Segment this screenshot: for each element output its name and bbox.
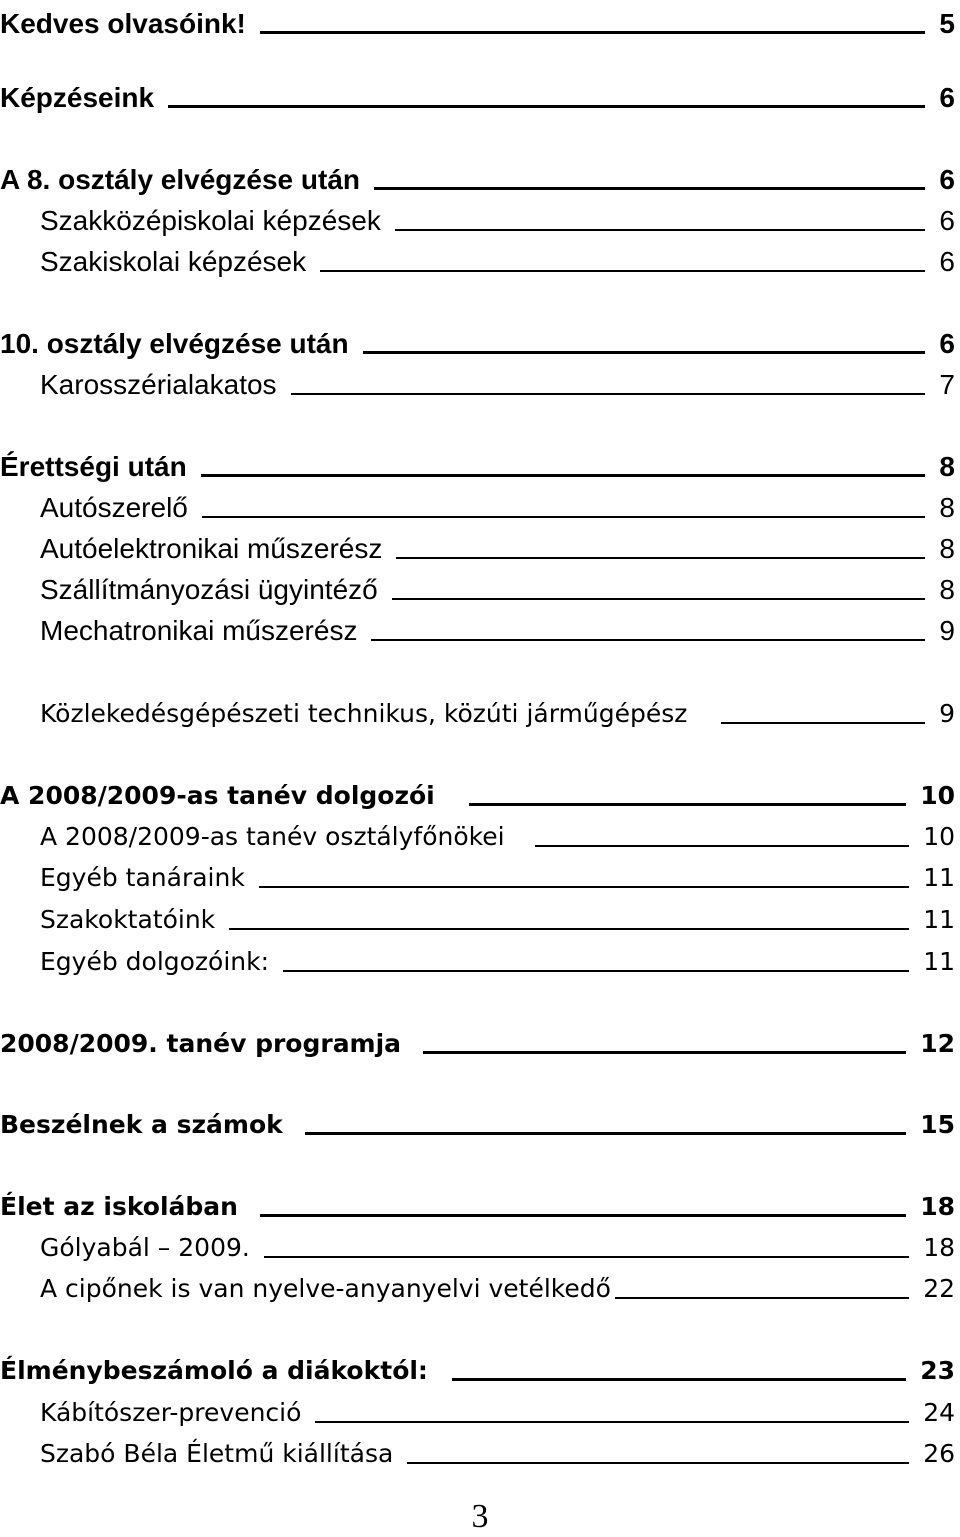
toc-entry-title: Élet az iskolában bbox=[0, 1192, 238, 1221]
toc-entry-page: 6 bbox=[939, 82, 955, 113]
toc-entry bbox=[40, 938, 955, 978]
toc-entry-page: 11 bbox=[923, 905, 955, 934]
toc-entry bbox=[0, 1101, 955, 1141]
toc-leader-line bbox=[259, 886, 909, 888]
toc-entry bbox=[0, 1183, 955, 1223]
toc-entry bbox=[0, 443, 955, 483]
toc-entry bbox=[40, 238, 955, 278]
toc-leader-line bbox=[229, 928, 909, 930]
toc-entry-title: Szállítmányozási ügyintéző bbox=[40, 574, 378, 605]
toc-entry bbox=[40, 896, 955, 936]
toc-entry bbox=[40, 813, 955, 853]
toc-entry-page: 18 bbox=[920, 1192, 955, 1221]
toc-entry-title: 2008/2009. tanév programja bbox=[0, 1029, 402, 1058]
toc-entry bbox=[40, 607, 955, 647]
toc-leader-line bbox=[535, 845, 910, 847]
toc-entry-title: Egyéb tanáraink bbox=[40, 863, 245, 892]
toc-entry-page: 10 bbox=[920, 781, 955, 810]
toc-entry-page: 8 bbox=[939, 574, 955, 605]
toc-entry-title: Kábítószer-prevenció bbox=[40, 1398, 302, 1427]
toc-leader-line bbox=[202, 516, 926, 518]
toc-entry-page: 8 bbox=[939, 492, 955, 523]
toc-entry bbox=[40, 690, 955, 730]
toc-entry bbox=[40, 854, 955, 894]
toc-leader-line bbox=[407, 1462, 909, 1464]
toc-entry-page: 23 bbox=[920, 1356, 955, 1385]
toc-entry-title: A 2008/2009-as tanév osztályfőnökei bbox=[40, 822, 505, 851]
toc-leader-line bbox=[423, 1051, 906, 1054]
toc-entry bbox=[40, 566, 955, 606]
toc-entry-page: 7 bbox=[939, 369, 955, 400]
toc-entry-title: Képzéseink bbox=[0, 82, 155, 113]
toc-entry-page: 26 bbox=[923, 1439, 955, 1468]
toc-entry-title: Szakoktatóink bbox=[40, 905, 216, 934]
toc-entry-title: Autóelektronikai műszerész bbox=[40, 533, 383, 564]
toc-entry bbox=[0, 1347, 955, 1387]
toc-leader-line bbox=[320, 270, 925, 272]
toc-entry-title: Egyéb dolgozóink: bbox=[40, 947, 270, 976]
toc-leader-line bbox=[260, 1214, 906, 1217]
toc-leader-line bbox=[469, 803, 906, 806]
toc-entry-title: Karosszérialakatos bbox=[40, 369, 277, 400]
toc-leader-line bbox=[291, 393, 926, 395]
toc-entry-page: 18 bbox=[923, 1233, 955, 1262]
toc-leader-line bbox=[363, 351, 926, 354]
toc-leader-line bbox=[396, 557, 925, 559]
toc-entry-title: Szakiskolai képzések bbox=[40, 246, 307, 277]
toc-entry-page: 12 bbox=[920, 1029, 955, 1058]
toc-entry-page: 9 bbox=[939, 699, 955, 728]
toc-entry-page: 6 bbox=[939, 205, 955, 236]
toc-entry-page: 10 bbox=[923, 822, 955, 851]
toc-entry-page: 5 bbox=[939, 8, 955, 39]
toc-leader-line bbox=[721, 722, 925, 724]
toc-entry-page: 15 bbox=[920, 1110, 955, 1139]
toc-entry bbox=[40, 1265, 955, 1305]
toc-entry-page: 8 bbox=[939, 451, 955, 482]
toc-entry-page: 22 bbox=[923, 1274, 955, 1303]
toc-entry-title: Közlekedésgépészeti technikus, közúti járműgépész bbox=[40, 699, 688, 728]
toc-leader-line bbox=[260, 31, 926, 34]
toc-leader-line bbox=[392, 598, 926, 600]
toc-entry bbox=[0, 0, 955, 40]
toc-leader-line bbox=[395, 229, 926, 231]
toc-entry bbox=[40, 361, 955, 401]
toc-leader-line bbox=[201, 474, 926, 477]
toc-entry-title: Érettségi után bbox=[0, 451, 187, 482]
toc-entry-title: Szabó Béla Életmű kiállítása bbox=[40, 1439, 394, 1468]
toc-leader-line bbox=[371, 639, 925, 641]
toc-entry-title: Beszélnek a számok bbox=[0, 1110, 283, 1139]
toc-leader-line bbox=[452, 1378, 906, 1381]
toc-entry bbox=[0, 156, 955, 196]
toc-entry bbox=[40, 1389, 955, 1429]
toc-entry-title: Szakközépiskolai képzések bbox=[40, 205, 381, 236]
toc-entry-page: 11 bbox=[923, 863, 955, 892]
toc-leader-line bbox=[615, 1297, 909, 1299]
toc-entry bbox=[0, 1020, 955, 1060]
toc-entry bbox=[0, 320, 955, 360]
toc-entry-title: Kedves olvasóink! bbox=[0, 8, 246, 39]
toc-entry bbox=[0, 772, 955, 812]
toc-leader-line bbox=[305, 1132, 906, 1135]
toc-leader-line bbox=[283, 970, 909, 972]
toc-entry bbox=[0, 74, 955, 114]
toc-entry-title: A 2008/2009-as tanév dolgozói bbox=[0, 781, 435, 810]
toc-entry bbox=[40, 197, 955, 237]
toc-entry-title: 10. osztály elvégzése után bbox=[0, 328, 349, 359]
toc-entry-title: Autószerelő bbox=[40, 492, 188, 523]
toc-entry-page: 24 bbox=[923, 1398, 955, 1427]
toc-entry-title: Gólyabál – 2009. bbox=[40, 1233, 250, 1262]
toc-entry-title: A 8. osztály elvégzése után bbox=[0, 164, 360, 195]
toc-leader-line bbox=[315, 1421, 909, 1423]
toc-entry-title: Mechatronikai műszerész bbox=[40, 615, 358, 646]
toc-entry-title: A cipőnek is van nyelve-anyanyelvi vetélkedő bbox=[40, 1274, 611, 1303]
toc-entry bbox=[40, 1430, 955, 1470]
toc-leader-line bbox=[264, 1256, 909, 1258]
toc-entry bbox=[40, 525, 955, 565]
toc-entry-page: 6 bbox=[939, 246, 955, 277]
toc-leader-line bbox=[374, 187, 925, 190]
toc-entry-page: 8 bbox=[939, 533, 955, 564]
toc-entry-title: Élménybeszámoló a diákoktól: bbox=[0, 1356, 428, 1385]
page-number: 3 bbox=[471, 1498, 489, 1535]
toc-entry-page: 9 bbox=[939, 615, 955, 646]
toc-entry-page: 11 bbox=[923, 947, 955, 976]
toc-entry-page: 6 bbox=[939, 328, 955, 359]
toc-entry-page: 6 bbox=[939, 164, 955, 195]
toc-entry bbox=[40, 1224, 955, 1264]
toc-leader-line bbox=[168, 105, 925, 108]
toc-entry bbox=[40, 484, 955, 524]
